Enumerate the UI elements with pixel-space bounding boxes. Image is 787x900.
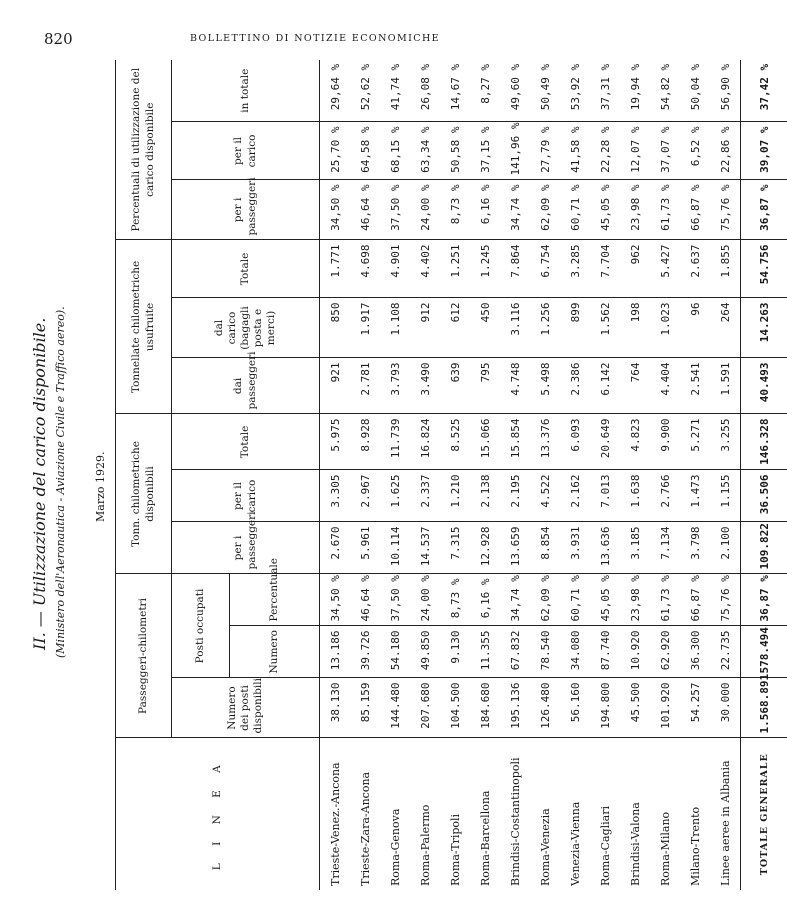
cell-occ-num: 22.735 (710, 626, 741, 678)
cell-occ-perc: 34,74 % (500, 574, 530, 626)
cell-td-pass: 14.537 (410, 522, 440, 574)
cell-tu-tot: 3.285 (560, 240, 590, 298)
cell-tu-tot: 4.402 (410, 240, 440, 298)
cell-td-car: 2.967 (350, 470, 380, 522)
cell-tu-pass: 2.541 (680, 358, 710, 414)
utilization-table (115, 60, 787, 890)
cell-occ-perc: 37,50 % (380, 574, 410, 626)
cell-occ-perc: 62,09 % (530, 574, 560, 626)
cell-td-car: 3.305 (320, 470, 351, 522)
cell-td-tot: 5.271 (680, 414, 710, 470)
cell-tu-pass: 3.490 (410, 358, 440, 414)
table-row (410, 60, 440, 890)
cell-p-car: 6,52 % (680, 122, 710, 180)
cell-tu-car: 912 (410, 298, 440, 358)
table-caption (18, 60, 118, 890)
caption-title: II. — Utilizzazione del carico disponibile. (30, 317, 49, 650)
cell-tu-car: 1.023 (650, 298, 680, 358)
cell-p-car: 50,58 % (440, 122, 470, 180)
cell-p-tot: 8,27 % (478, 63, 492, 104)
cell-occ-perc: 24,00 % (410, 574, 440, 626)
cell-p-pass: 60,71 % (560, 180, 590, 240)
cell-posti: 195.136 (500, 678, 530, 738)
cell-p-tot: 56,90 % (718, 63, 732, 111)
cell-occ-num: 54.180 (380, 626, 410, 678)
cell-td-tot: 20.649 (590, 414, 620, 470)
table-row (680, 60, 710, 890)
rotated-table-container (115, 60, 771, 890)
cell-linea: Roma-Venezia (530, 738, 560, 890)
header-occ-numero: Numero (230, 626, 320, 678)
table-row (710, 60, 741, 890)
cell-posti: 194.800 (590, 678, 620, 738)
header-td-passeggeri: per i passeggeri (172, 522, 320, 574)
table-row (440, 60, 470, 890)
header-linea: L I N E A (116, 738, 320, 890)
cell-occ-num: 10.920 (620, 626, 650, 678)
cell-td-tot: 15.066 (470, 414, 500, 470)
cell-tu-tot: 7.704 (590, 240, 620, 298)
total-td-tot: 146.328 (741, 414, 787, 470)
cell-tu-car: 264 (710, 298, 741, 358)
cell-tu-tot: 2.637 (680, 240, 710, 298)
cell-td-tot: 13.376 (530, 414, 560, 470)
cell-p-pass: 23,98 % (620, 180, 650, 240)
cell-tu-tot: 6.754 (530, 240, 560, 298)
cell-tu-pass: 1.591 (710, 358, 741, 414)
total-p-pass: 36,87 % (741, 180, 787, 240)
caption-date: Marzo 1929. (94, 451, 107, 522)
cell-td-tot: 4.823 (620, 414, 650, 470)
cell-td-tot: 5.975 (320, 414, 351, 470)
table-row (470, 60, 500, 890)
cell-p-pass: 62,09 % (530, 180, 560, 240)
cell-linea: Roma-Cagliari (590, 738, 620, 890)
cell-td-car: 2.195 (500, 470, 530, 522)
cell-tu-car: 899 (560, 298, 590, 358)
cell-tu-tot: 1.855 (710, 240, 741, 298)
cell-posti: 45.500 (620, 678, 650, 738)
cell-tu-car: 1.108 (380, 298, 410, 358)
cell-td-tot: 8.928 (350, 414, 380, 470)
cell-tu-pass: 4.748 (500, 358, 530, 414)
cell-linea: Trieste-Zara-Ancona (350, 738, 380, 890)
cell-td-car: 1.210 (440, 470, 470, 522)
cell-td-tot: 6.093 (560, 414, 590, 470)
table-row (620, 60, 650, 890)
cell-tu-tot: 4.901 (380, 240, 410, 298)
cell-td-pass: 3.185 (620, 522, 650, 574)
cell-td-car: 7.013 (590, 470, 620, 522)
cell-p-car: 64,58 % (350, 122, 380, 180)
cell-tu-car: 1.256 (530, 298, 560, 358)
cell-td-pass: 7.134 (650, 522, 680, 574)
header-p-carico: per il carico (172, 122, 320, 180)
cell-p-car: 22,28 % (590, 122, 620, 180)
cell-posti: 101.920 (650, 678, 680, 738)
cell-p-tot: 41,74 % (388, 63, 402, 111)
cell-td-car: 1.473 (680, 470, 710, 522)
table-row (560, 60, 590, 890)
cell-td-tot: 11.739 (380, 414, 410, 470)
cell-p-car: 22,86 % (710, 122, 741, 180)
cell-tu-car: 1.562 (590, 298, 620, 358)
cell-p-pass: 45,05 % (590, 180, 620, 240)
cell-td-tot: 15.854 (500, 414, 530, 470)
cell-td-pass: 13.659 (500, 522, 530, 574)
table-header (116, 60, 320, 890)
cell-td-pass: 3.931 (560, 522, 590, 574)
cell-linea: Roma-Palermo (410, 738, 440, 890)
cell-tu-pass: 6.142 (590, 358, 620, 414)
cell-td-pass: 3.798 (680, 522, 710, 574)
header-tu-passeggeri: dai passeggeri (172, 358, 320, 414)
cell-p-car: 63,34 % (410, 122, 440, 180)
cell-tu-pass: 5.498 (530, 358, 560, 414)
cell-tu-pass: 921 (320, 358, 351, 414)
header-p-passeggeri: per i passeggeri (172, 180, 320, 240)
cell-p-pass: 6,16 % (470, 180, 500, 240)
page-number: 820 (44, 30, 73, 48)
cell-td-pass: 10.114 (380, 522, 410, 574)
total-occ-perc: 36,87 % (741, 574, 787, 626)
cell-linea: Brindisi-Costantinopoli (500, 738, 530, 890)
cell-occ-num: 49.850 (410, 626, 440, 678)
cell-p-pass: 8,73 % (440, 180, 470, 240)
cell-posti: 207.680 (410, 678, 440, 738)
total-tu-car: 14.263 (741, 298, 787, 358)
cell-tu-pass: 3.793 (380, 358, 410, 414)
cell-td-tot: 3.255 (710, 414, 741, 470)
cell-td-pass: 8.854 (530, 522, 560, 574)
cell-occ-perc: 8,73 % (440, 574, 470, 626)
cell-occ-num: 67.832 (500, 626, 530, 678)
cell-tu-pass: 639 (440, 358, 470, 414)
cell-tu-pass: 2.781 (350, 358, 380, 414)
cell-p-pass: 34,50 % (320, 180, 351, 240)
cell-p-tot: 50,49 % (538, 63, 552, 111)
cell-occ-num: 11.355 (470, 626, 500, 678)
table-row (320, 60, 351, 890)
cell-tu-pass: 764 (620, 358, 650, 414)
cell-p-tot: 14,67 % (448, 63, 462, 111)
cell-p-tot: 49,60 % (508, 63, 522, 111)
running-title: BOLLETTINO DI NOTIZIE ECONOMICHE (190, 33, 440, 44)
cell-linea: Brindisi-Valona (620, 738, 650, 890)
cell-linea: Milano-Trento (680, 738, 710, 890)
cell-linea: Linee aeree in Albania (710, 738, 741, 890)
cell-tu-car: 198 (620, 298, 650, 358)
table-body (320, 60, 787, 890)
cell-td-pass: 13.636 (590, 522, 620, 574)
cell-occ-num: 13.186 (320, 626, 351, 678)
cell-tu-tot: 7.864 (500, 240, 530, 298)
cell-p-car: 27,79 % (530, 122, 560, 180)
cell-occ-num: 62.920 (650, 626, 680, 678)
cell-td-car: 2.337 (410, 470, 440, 522)
cell-linea: Roma-Genova (380, 738, 410, 890)
table-row (650, 60, 680, 890)
cell-td-pass: 2.670 (320, 522, 351, 574)
cell-tu-tot: 1.771 (320, 240, 351, 298)
cell-p-pass: 66,87 % (680, 180, 710, 240)
cell-occ-perc: 23,98 % (620, 574, 650, 626)
cell-occ-perc: 46,64 % (350, 574, 380, 626)
cell-tu-car: 450 (470, 298, 500, 358)
total-p-car: 39,07 % (741, 122, 787, 180)
total-p-tot: 37,42 % (741, 60, 787, 122)
cell-p-pass: 37,50 % (380, 180, 410, 240)
header-passeggeri-km: Passeggeri-chilometri (116, 574, 172, 738)
cell-posti: 38.130 (320, 678, 351, 738)
cell-tu-car: 612 (440, 298, 470, 358)
cell-occ-num: 87.740 (590, 626, 620, 678)
cell-occ-num: 9.130 (440, 626, 470, 678)
cell-td-car: 1.638 (620, 470, 650, 522)
header-tu-carico: dal carico (bagagli posta e merci) (172, 298, 320, 358)
cell-posti: 144.480 (380, 678, 410, 738)
cell-td-pass: 2.100 (710, 522, 741, 574)
cell-p-pass: 46,64 % (350, 180, 380, 240)
rotated-table-inner (115, 60, 771, 890)
cell-posti: 85.159 (350, 678, 380, 738)
cell-linea: Roma-Barcellona (470, 738, 500, 890)
total-posti: 1.568.891 (741, 678, 787, 738)
cell-tu-car: 96 (680, 298, 710, 358)
cell-td-car: 4.522 (530, 470, 560, 522)
total-tu-tot: 54.756 (741, 240, 787, 298)
cell-p-tot: 54,82 % (658, 63, 672, 111)
caption-subtitle: (Ministero dell'Aeronautica - Aviazione Civile e Traffico aereo). (54, 306, 67, 658)
header-numero-posti: Numero dei posti disponibili (172, 678, 320, 738)
cell-posti: 184.680 (470, 678, 500, 738)
cell-td-car: 2.138 (470, 470, 500, 522)
cell-p-tot: 50,04 % (688, 63, 702, 111)
cell-td-pass: 5.961 (350, 522, 380, 574)
cell-occ-perc: 45,05 % (590, 574, 620, 626)
header-occ-percentuale: Percentuale (230, 574, 320, 626)
cell-p-pass: 75,76 % (710, 180, 741, 240)
header-td-totale: Totale (172, 414, 320, 470)
cell-occ-perc: 66,87 % (680, 574, 710, 626)
cell-td-car: 1.625 (380, 470, 410, 522)
cell-tu-tot: 962 (620, 240, 650, 298)
cell-tu-tot: 1.245 (470, 240, 500, 298)
cell-p-tot: 26,08 % (418, 63, 432, 111)
cell-td-car: 2.766 (650, 470, 680, 522)
cell-occ-perc: 6,16 % (470, 574, 500, 626)
cell-tu-pass: 4.404 (650, 358, 680, 414)
table-row (530, 60, 560, 890)
header-posti-occupati: Posti occupati (172, 574, 230, 678)
cell-linea: Roma-Milano (650, 738, 680, 890)
cell-p-car: 25,70 % (320, 122, 351, 180)
cell-p-car: 12,07 % (620, 122, 650, 180)
total-tu-pass: 40.493 (741, 358, 787, 414)
cell-tu-tot: 1.251 (440, 240, 470, 298)
header-tonn-disponibili: Tonn. chilometriche disponibili (116, 414, 172, 574)
cell-td-tot: 16.824 (410, 414, 440, 470)
cell-tu-car: 850 (320, 298, 351, 358)
cell-p-car: 68,15 % (380, 122, 410, 180)
cell-p-tot: 37,31 % (598, 63, 612, 111)
cell-tu-pass: 795 (470, 358, 500, 414)
cell-p-pass: 34,74 % (500, 180, 530, 240)
cell-p-car: 37,07 % (650, 122, 680, 180)
cell-posti: 104.500 (440, 678, 470, 738)
total-occ-num: 578.494 (741, 626, 787, 678)
header-td-carico: per il carico (172, 470, 320, 522)
header-tonn-usufruite: Tonnellate chilometriche usufruite (116, 240, 172, 414)
cell-posti: 56.160 (560, 678, 590, 738)
cell-occ-perc: 61,73 % (650, 574, 680, 626)
cell-occ-num: 39.726 (350, 626, 380, 678)
cell-p-tot: 29,64 % (328, 63, 342, 111)
cell-td-tot: 9.900 (650, 414, 680, 470)
header-tu-totale: Totale (172, 240, 320, 298)
cell-p-car: 41,58 % (560, 122, 590, 180)
total-row (741, 60, 787, 890)
total-label: TOTALE GENERALE (741, 738, 787, 890)
cell-td-tot: 8.525 (440, 414, 470, 470)
cell-p-tot: 52,62 % (358, 63, 372, 111)
cell-occ-perc: 34,50 % (320, 574, 351, 626)
cell-td-car: 1.155 (710, 470, 741, 522)
cell-linea: Trieste-Venez.-Ancona (320, 738, 351, 890)
cell-occ-perc: 75,76 % (710, 574, 741, 626)
header-percentuali: Percentuali di utilizzazione del carico disponibile (116, 60, 172, 240)
cell-tu-tot: 5.427 (650, 240, 680, 298)
total-td-car: 36.506 (741, 470, 787, 522)
cell-occ-num: 78.540 (530, 626, 560, 678)
table-row (350, 60, 380, 890)
cell-occ-num: 34.080 (560, 626, 590, 678)
cell-p-tot: 19,94 % (628, 63, 642, 111)
table-row (380, 60, 410, 890)
cell-p-pass: 24,00 % (410, 180, 440, 240)
cell-p-car: 37,15 % (470, 122, 500, 180)
cell-tu-tot: 4.698 (350, 240, 380, 298)
cell-td-pass: 12.928 (470, 522, 500, 574)
cell-p-tot: 53,92 % (568, 63, 582, 111)
total-td-pass: 109.822 (741, 522, 787, 574)
cell-tu-car: 1.917 (350, 298, 380, 358)
cell-tu-car: 3.116 (500, 298, 530, 358)
cell-p-car: 141,96 % (500, 122, 530, 180)
table-row (590, 60, 620, 890)
cell-td-car: 2.162 (560, 470, 590, 522)
table-row (500, 60, 530, 890)
cell-occ-num: 36.300 (680, 626, 710, 678)
cell-tu-pass: 2.386 (560, 358, 590, 414)
page-header (40, 30, 615, 50)
header-p-totale: in totale (172, 60, 320, 122)
cell-linea: Roma-Tripoli (440, 738, 470, 890)
cell-posti: 54.257 (680, 678, 710, 738)
cell-posti: 30.000 (710, 678, 741, 738)
cell-td-pass: 7.315 (440, 522, 470, 574)
cell-linea: Venezia-Vienna (560, 738, 590, 890)
cell-occ-perc: 60,71 % (560, 574, 590, 626)
cell-p-pass: 61,73 % (650, 180, 680, 240)
cell-posti: 126.480 (530, 678, 560, 738)
